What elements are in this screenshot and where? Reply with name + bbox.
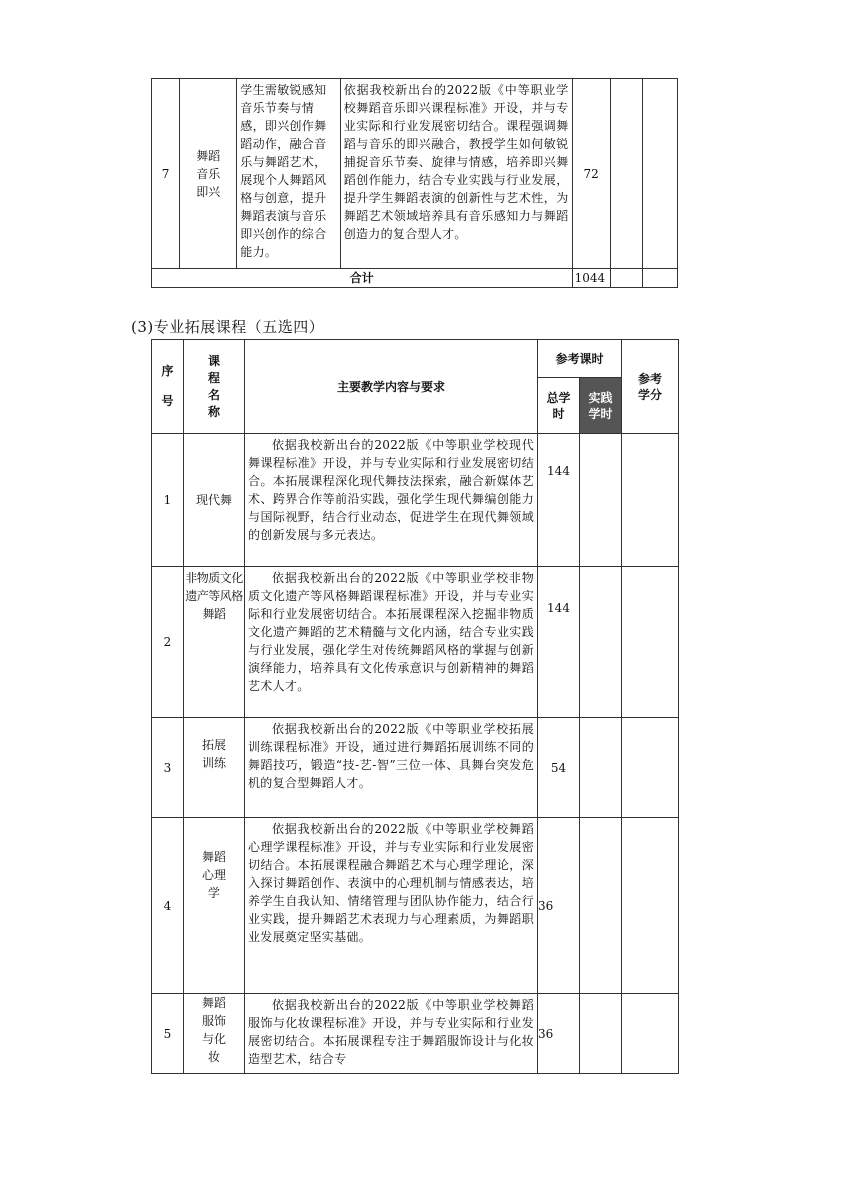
- practice-hours-cell: [580, 434, 622, 567]
- header-practice-hours: 实践 学时: [580, 378, 622, 434]
- credits-cell: [622, 434, 679, 567]
- course-hours: 72: [572, 79, 610, 269]
- header-total-hours: 总学 时: [538, 378, 580, 434]
- credits-cell: [622, 818, 679, 994]
- table-row: [152, 718, 679, 818]
- row-index: 2: [152, 567, 184, 718]
- credits-cell: [622, 718, 679, 818]
- practice-hours-cell: [580, 718, 622, 818]
- course-content: 依据我校新出台的2022版《中等职业学校现代舞课程标准》开设，并与专业实际和行业发展密切结合。本拓展课程深化现代舞技法探索，融合新媒体艺术、跨界合作等前沿实践，强化学生现代舞编创能力与国际视野，结合行业动态，促进学生在现代舞领域的创新发展与多元表达。: [245, 434, 538, 567]
- table-row: [152, 994, 679, 1074]
- course-requirement: 学生需敏锐感知音乐节奏与情感，即兴创作舞蹈动作，融合音乐与舞蹈艺术，展现个人舞蹈风格与创意，提升舞蹈表演与音乐即兴创作的综合能力。: [237, 79, 340, 269]
- total-hours: 1044: [572, 269, 610, 288]
- extension-course-table: [151, 339, 679, 1074]
- practice-hours-cell: [580, 567, 622, 718]
- course-hours: 144: [538, 434, 580, 567]
- table-row: [152, 79, 678, 269]
- course-hours: 54: [538, 718, 580, 818]
- course-table-continued: [151, 78, 678, 288]
- practice-hours-cell: [580, 818, 622, 994]
- row-index: 3: [152, 718, 184, 818]
- header-course-name: 课 程 名 称: [184, 340, 245, 434]
- practice-hours-cell: [610, 79, 642, 269]
- course-content: 依据我校新出台的2022版《中等职业学校舞蹈心理学课程标准》开设，并与专业实际和行业发展密切结合。本拓展课程融合舞蹈艺术与心理学理论，深入探讨舞蹈创作、表演中的心理机制与情感表达，培养学生自我认知、情绪管理与团队协作能力，结合行业实践，提升舞蹈艺术表现力与心理素质，为舞蹈职业发展奠定坚实基础。: [245, 818, 538, 994]
- credits-cell: [622, 994, 679, 1074]
- course-content: 依据我校新出台的2022版《中等职业学校舞蹈音乐即兴课程标准》开设，并与专业实际和行业发展密切结合。课程强调舞蹈与音乐的即兴融合，教授学生如何敏锐捕捉音乐节奏、旋律与情感，培养即兴舞蹈创作能力，结合专业实践与行业发展，提升学生舞蹈表演的创新性与艺术性，为舞蹈艺术领域培养具有音乐感知力与舞蹈创造力的复合型人才。: [340, 79, 572, 269]
- total-practice-cell: [610, 269, 642, 288]
- course-content: 依据我校新出台的2022版《中等职业学校舞蹈服饰与化妆课程标准》开设，并与专业实际和行业发展密切结合。本拓展课程专注于舞蹈服饰设计与化妆造型艺术，结合专: [245, 994, 538, 1074]
- header-credits: 参考 学分: [622, 340, 679, 434]
- header-index: 序 号: [152, 340, 184, 434]
- course-hours: 36: [538, 818, 580, 994]
- course-name: 非物质文化遗产等风格舞蹈: [184, 567, 245, 718]
- course-name: 舞蹈 音乐 即兴: [180, 79, 237, 269]
- total-row: [152, 269, 678, 288]
- course-name: 现代舞: [184, 434, 245, 567]
- row-index: 4: [152, 818, 184, 994]
- section-title: (3)专业拓展课程（五选四）: [131, 318, 325, 336]
- course-name: 舞蹈 服饰 与化 妆: [184, 994, 245, 1074]
- table-row: [152, 434, 679, 567]
- table-row: [152, 818, 679, 994]
- course-content: 依据我校新出台的2022版《中等职业学校非物质文化遗产等风格舞蹈课程标准》开设，并与专业实际和行业发展密切结合。本拓展课程深入挖掘非物质文化遗产舞蹈的艺术精髓与文化内涵，结合专业实践与行业发展，强化学生对传统舞蹈风格的掌握与创新演绎能力，培养具有文化传承意识与创新精神的舞蹈艺术人才。: [245, 567, 538, 718]
- row-index: 5: [152, 994, 184, 1074]
- header-content: 主要教学内容与要求: [245, 340, 538, 434]
- practice-hours-cell: [580, 994, 622, 1074]
- course-hours: 36: [538, 994, 580, 1074]
- course-hours: 144: [538, 567, 580, 718]
- credits-cell: [622, 567, 679, 718]
- header-ref-hours: 参考课时: [538, 340, 622, 378]
- row-index: 7: [152, 79, 180, 269]
- course-name: 舞蹈 心理 学: [184, 818, 245, 994]
- course-content: 依据我校新出台的2022版《中等职业学校拓展训练课程标准》开设，通过进行舞蹈拓展训练不同的舞蹈技巧，锻造“技-艺-智”三位一体、具舞台突发危机的复合型舞蹈人才。: [245, 718, 538, 818]
- course-name: 拓展 训练: [184, 718, 245, 818]
- credits-cell: [642, 79, 677, 269]
- total-label: 合计: [152, 269, 573, 288]
- table-row: [152, 567, 679, 718]
- row-index: 1: [152, 434, 184, 567]
- table-header-row: [152, 340, 679, 378]
- total-credits-cell: [642, 269, 677, 288]
